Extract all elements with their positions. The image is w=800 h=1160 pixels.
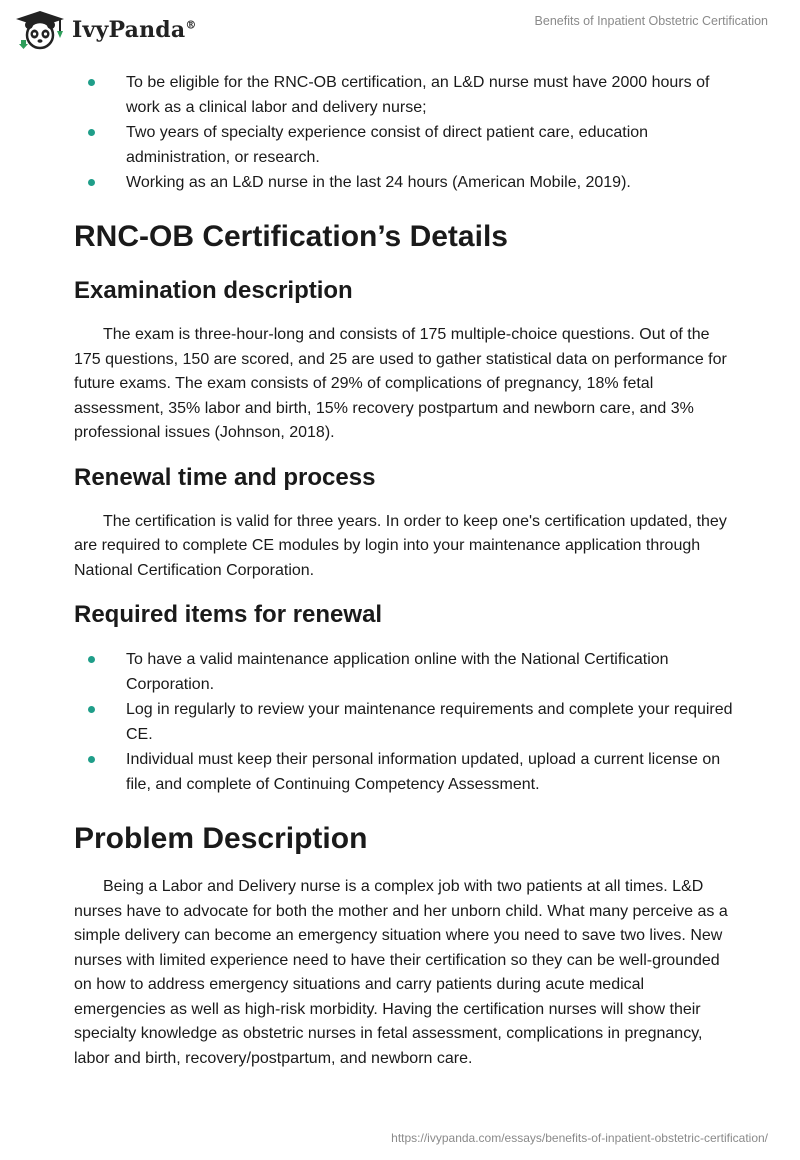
list-item: Working as an L&D nurse in the last 24 hours (American Mobile, 2019). xyxy=(74,170,734,195)
list-item: To be eligible for the RNC-OB certification, an L&D nurse must have 2000 hours of work as a clinical labor and delivery nurse; xyxy=(74,70,734,120)
bullet-dot-icon xyxy=(88,179,95,186)
paragraph-problem: Being a Labor and Delivery nurse is a complex job with two patients at all times. L&D nurses have to advocate for both the mother and her unborn child. What many perceive as a simple delivery can become an emergency situation where you need to save two lives. New nurses with limited experience need to have their certification so they can be well-grounded on how to address emergency situations and carry patients during acute medical emergencies as well as high-risk morbidity. Having the certification nurses will show their specialty knowledge as obstetric nurses in fetal assessment, complications in pregnancy, labor and birth, recovery/postpartum, and newborn care. xyxy=(74,878,728,1067)
section-heading-problem: Problem Description xyxy=(74,822,368,855)
essay-title-header: Benefits of Inpatient Obstetric Certification xyxy=(534,14,768,28)
subheading-exam: Examination description xyxy=(74,277,353,304)
paragraph-exam: The exam is three-hour-long and consists of 175 multiple-choice questions. Out of the 175 questions, 150 are scored, and 25 are used to gather statistical data on performance for future exams. The exam consists of 29% of complications of pregnancy, 18% fetal assessment, 35% labor and birth, 15% recovery postpartum and newborn care, and 3% professional issues (Johnson, 2018). xyxy=(74,326,727,441)
eligibility-list xyxy=(74,70,734,195)
list-item: Two years of specialty experience consist of direct patient care, education administration, or research. xyxy=(74,120,734,170)
panda-logo-icon xyxy=(14,10,66,50)
bullet-dot-icon xyxy=(88,656,95,663)
list-item: To have a valid maintenance application online with the National Certification Corporation. xyxy=(74,647,734,697)
bullet-dot-icon xyxy=(88,79,95,86)
bullet-dot-icon xyxy=(88,756,95,763)
list-item: Log in regularly to review your maintenance requirements and complete your required CE. xyxy=(74,697,734,747)
logo-wordmark: IvyPanda® xyxy=(72,17,197,43)
list-item: Individual must keep their personal information updated, upload a current license on file, and complete of Continuing Competency Assessment. xyxy=(74,747,734,797)
subheading-required: Required items for renewal xyxy=(74,601,383,628)
bullet-dot-icon xyxy=(88,706,95,713)
site-logo[interactable] xyxy=(14,10,197,50)
section-heading-details: RNC-OB Certification’s Details xyxy=(74,220,508,253)
paragraph-renewal: The certification is valid for three years. In order to keep one's certification updated, they are required to complete CE modules by login into your maintenance application through National Certification Corporation. xyxy=(74,512,727,579)
required-items-list xyxy=(74,647,734,797)
page-header xyxy=(0,0,800,60)
essay-content xyxy=(74,70,734,1071)
source-url[interactable]: https://ivypanda.com/essays/benefits-of-inpatient-obstetric-certification/ xyxy=(391,1131,768,1145)
subheading-renewal: Renewal time and process xyxy=(74,463,376,491)
bullet-dot-icon xyxy=(88,129,95,136)
